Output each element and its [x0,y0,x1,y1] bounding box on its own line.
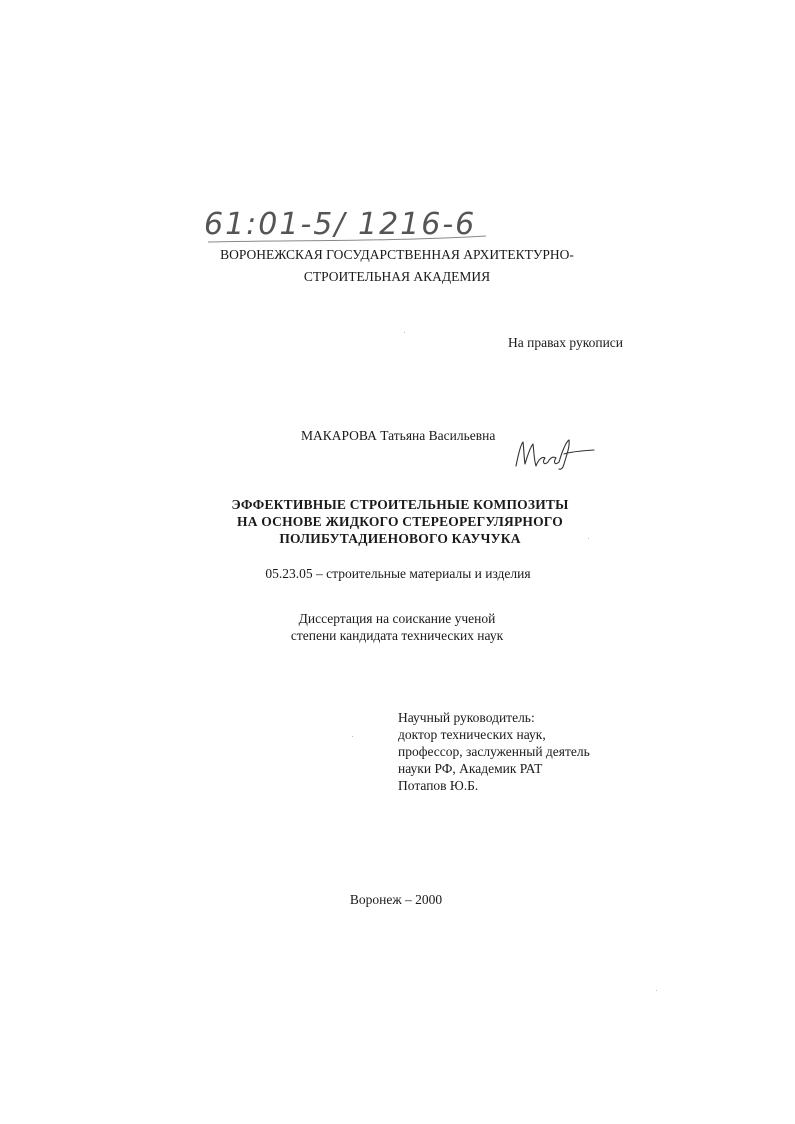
dissertation-title-line-2: НА ОСНОВЕ ЖИДКОГО СТЕРЕОРЕГУЛЯРНОГО [237,514,563,529]
scan-speck [656,990,657,991]
author-name: МАКАРОВА Татьяна Васильевна [301,428,496,443]
advisor-line-2: профессор, заслуженный деятель [398,744,590,759]
scientific-advisor-block [398,709,590,794]
institution-line-1: ВОРОНЕЖСКАЯ ГОСУДАРСТВЕННАЯ АРХИТЕКТУРНО- [220,247,574,262]
dissertation-title-line-1: ЭФФЕКТИВНЫЕ СТРОИТЕЛЬНЫЕ КОМПОЗИТЫ [231,497,569,512]
advisor-name: Потапов Ю.Б. [398,778,479,793]
advisor-line-3: науки РФ, Академик РАТ [398,761,543,776]
manuscript-rights: На правах рукописи [508,335,624,350]
handwritten-archive-number-text: 61:01-5/ 1216-6 [204,207,477,242]
advisor-line-1: доктор технических наук, [398,727,546,742]
author-signature [512,436,597,472]
scan-speck [588,538,589,539]
scan-speck [404,332,405,333]
advisor-label: Научный руководитель: [398,710,535,725]
degree-line-2: степени кандидата технических наук [290,628,504,643]
degree-line-1: Диссертация на соискание ученой [298,611,496,626]
city-year: Воронеж – 2000 [349,892,443,907]
scan-speck [352,736,353,737]
institution-line-2: СТРОИТЕЛЬНАЯ АКАДЕМИЯ [303,269,491,284]
specialty-code: 05.23.05 – строительные материалы и изделия [265,566,531,581]
dissertation-title-line-3: ПОЛИБУТАДИЕНОВОГО КАУЧУКА [279,531,521,546]
handwritten-archive-number [200,200,490,248]
